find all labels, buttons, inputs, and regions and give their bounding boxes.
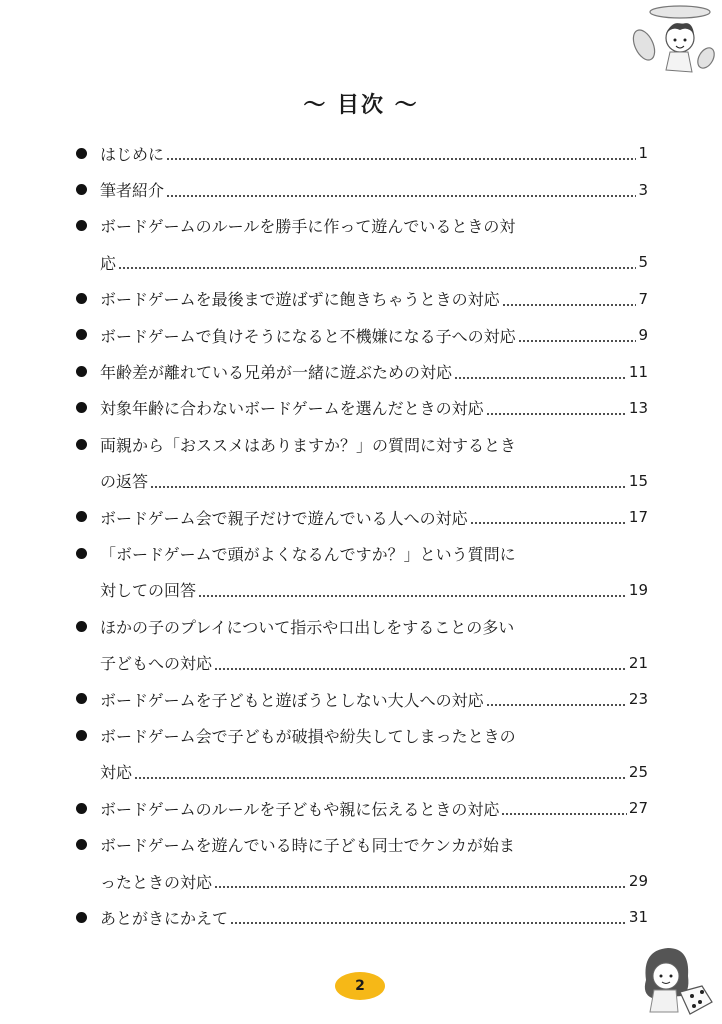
bullet-icon — [76, 839, 87, 850]
toc-entry-title: 「ボードゲームで頭がよくなるんですか？」という質問に — [100, 544, 516, 564]
dot-leader — [214, 875, 627, 891]
toc-entry[interactable] — [76, 353, 648, 389]
toc-entry-title: ボードゲーム会で親子だけで遊んでいる人への対応 — [100, 508, 468, 528]
toc-entry-title: 子どもへの対応 — [100, 654, 213, 674]
dot-leader — [150, 475, 627, 491]
dot-leader — [486, 402, 627, 418]
dot-leader — [214, 657, 627, 673]
dot-leader — [134, 766, 627, 782]
page-number-badge: 2 — [335, 972, 385, 1000]
toc-entry-title: 対応 — [100, 763, 133, 783]
dot-leader — [118, 256, 636, 272]
dot-leader — [486, 693, 627, 709]
toc-page-number: 29 — [628, 872, 648, 890]
table-of-contents — [76, 135, 648, 936]
toc-entry-title: 筆者紹介 — [100, 181, 165, 201]
toc-page-number: 31 — [628, 908, 648, 927]
bullet-icon — [76, 621, 87, 632]
toc-entry-title: 年齢差が離れている兄弟が一緒に遊ぶための対応 — [100, 363, 453, 383]
toc-page-number: 7 — [638, 289, 648, 308]
toc-page-number: 17 — [628, 508, 648, 527]
bullet-icon — [76, 803, 87, 814]
toc-entry-title: ボードゲームを子どもと遊ぼうとしない大人への対応 — [100, 690, 484, 710]
toc-entry[interactable] — [76, 717, 648, 790]
toc-page-number: 11 — [628, 362, 648, 381]
toc-entry[interactable] — [76, 681, 648, 717]
bullet-icon — [76, 293, 87, 304]
dot-leader — [470, 511, 627, 527]
toc-page-number: 1 — [638, 144, 648, 163]
toc-page-number: 13 — [628, 398, 648, 417]
toc-entry-title: ボードゲームで負けそうになると不機嫌になる子への対応 — [100, 326, 516, 346]
bullet-icon — [76, 184, 87, 195]
toc-page-number: 15 — [628, 471, 648, 490]
child-juggling-illustration-icon — [622, 0, 718, 84]
dot-leader — [198, 584, 627, 600]
dot-leader — [502, 293, 637, 309]
toc-entry[interactable] — [76, 499, 648, 535]
toc-entry-title: ボードゲームのルールを勝手に作って遊んでいるときの対 — [100, 217, 516, 237]
toc-entry[interactable] — [76, 826, 648, 899]
toc-page-number: 19 — [628, 580, 648, 599]
toc-entry-title: 応 — [100, 253, 117, 273]
toc-entry[interactable] — [76, 390, 648, 426]
bullet-icon — [76, 912, 87, 923]
toc-page-number: 9 — [638, 326, 648, 345]
toc-entry-title: ボードゲームを最後まで遊ばずに飽きちゃうときの対応 — [100, 290, 500, 310]
toc-entry[interactable] — [76, 535, 648, 608]
dot-leader — [501, 802, 627, 818]
toc-entry-title: ボードゲームのルールを子どもや親に伝えるときの対応 — [100, 799, 500, 819]
toc-page-number: 27 — [628, 799, 648, 818]
toc-entry[interactable] — [76, 208, 648, 281]
bullet-icon — [76, 548, 87, 559]
toc-page-number: 21 — [628, 653, 648, 672]
bullet-icon — [76, 439, 87, 450]
toc-entry[interactable] — [76, 135, 648, 171]
toc-entry-title: ったときの対応 — [100, 872, 213, 892]
toc-entry-title: 両親から「おススメはありますか？」の質問に対するとき — [100, 435, 517, 455]
dot-leader — [230, 911, 627, 927]
toc-entry[interactable] — [76, 317, 648, 353]
toc-page-number: 3 — [638, 180, 648, 199]
toc-entry[interactable] — [76, 790, 648, 826]
bullet-icon — [76, 148, 87, 159]
toc-entry-title: ボードゲーム会で子どもが破損や紛失してしまったときの — [100, 726, 516, 746]
toc-entry[interactable] — [76, 281, 648, 317]
toc-page-number: 5 — [638, 253, 648, 272]
toc-entry-title: はじめに — [100, 144, 165, 164]
dot-leader — [454, 366, 627, 382]
bullet-icon — [76, 730, 87, 741]
toc-entry[interactable] — [76, 171, 648, 207]
toc-entry-title: の返答 — [100, 472, 149, 492]
toc-entry[interactable] — [76, 426, 648, 499]
toc-page-number: 23 — [628, 690, 648, 709]
bullet-icon — [76, 366, 87, 377]
toc-entry-title: 対象年齢に合わないボードゲームを選んだときの対応 — [100, 399, 484, 419]
toc-page-number: 25 — [628, 762, 648, 781]
girl-with-dice-illustration-icon — [632, 940, 716, 1020]
toc-entry-title: あとがきにかえて — [100, 908, 229, 928]
dot-leader — [518, 329, 637, 345]
toc-entry-title: ほかの子のプレイについて指示や口出しをすることの多い — [100, 617, 515, 637]
dot-leader — [166, 184, 636, 200]
dot-leader — [166, 147, 636, 163]
toc-entry[interactable] — [76, 608, 648, 681]
toc-entry[interactable] — [76, 899, 648, 935]
toc-entry-title: ボードゲームを遊んでいる時に子ども同士でケンカが始ま — [100, 836, 515, 856]
page-title: ～ 目次 ～ — [303, 93, 419, 118]
toc-entry-title: 対しての回答 — [100, 581, 197, 601]
